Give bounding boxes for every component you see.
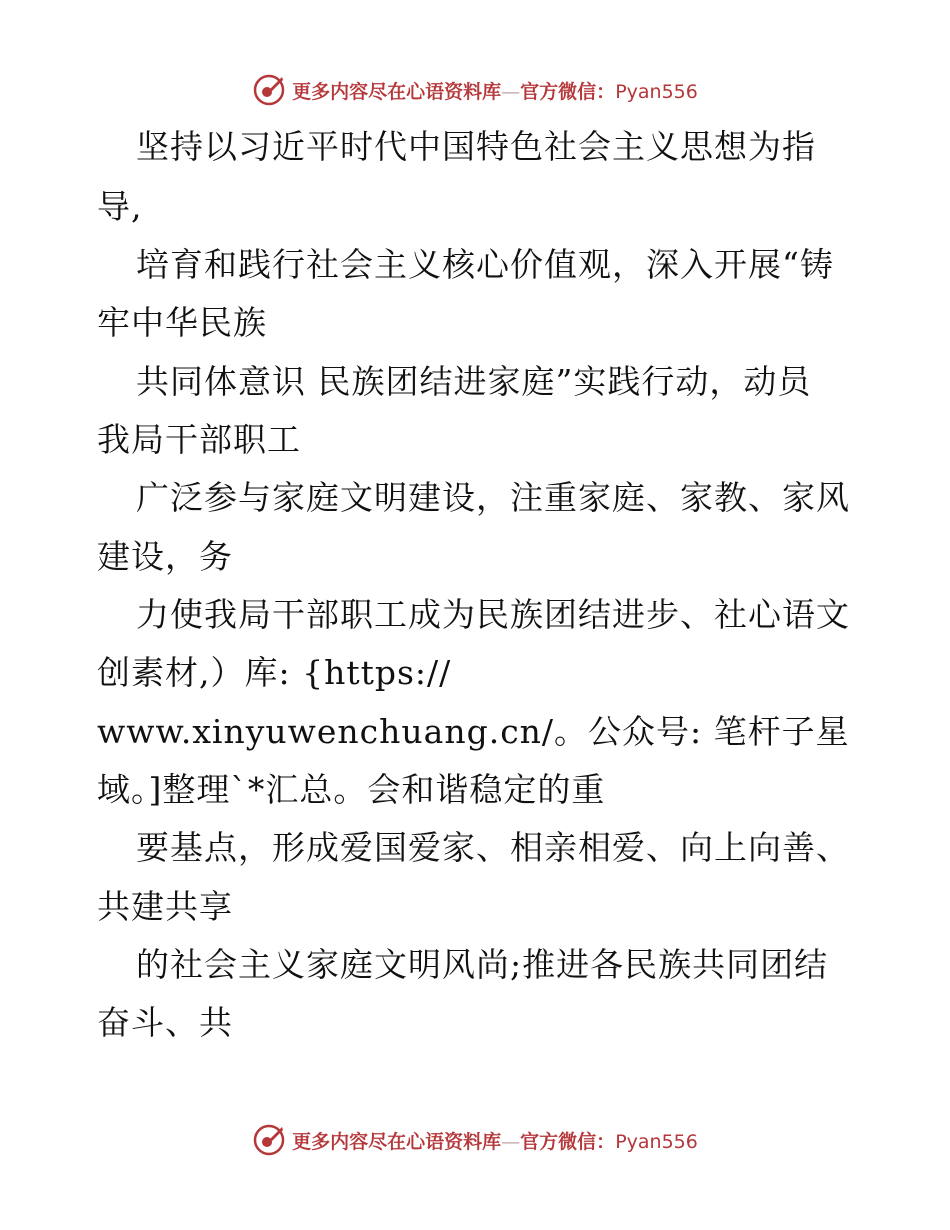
paragraph-line: 的社会主义家庭文明风尚;推进各民族共同团结	[136, 945, 829, 984]
footer-banner-title: 更多内容尽在心语资料库	[292, 1130, 502, 1153]
paragraph-line: 广泛参与家庭文明建设，注重家庭、家教、家风	[136, 478, 850, 517]
paragraph-line: 导,	[97, 187, 143, 226]
footer-banner	[0, 1120, 950, 1160]
paragraph-line: 力使我局干部职工成为民族团结进步、社心语文	[136, 595, 850, 634]
paragraph-line: 坚持以习近平时代中国特色社会主义思想为指	[136, 127, 816, 166]
footer-banner-text	[292, 1127, 698, 1154]
paragraph-line: 牢中华民族	[97, 303, 267, 342]
header-banner-dash: —	[501, 80, 521, 103]
paragraph-line: 要基点，形成爱国爱家、相亲相爱、向上向善、	[136, 828, 850, 867]
header-banner-text	[292, 77, 698, 104]
pen-logo-icon	[252, 73, 286, 107]
footer-banner-wechat-label: 官方微信：	[520, 1130, 616, 1153]
header-banner-wechat-label: 官方微信：	[520, 80, 616, 103]
paragraph-line: 共建共享	[97, 887, 233, 926]
footer-banner-wechat-id: Pyan556	[615, 1130, 698, 1153]
header-banner-wechat-id: Pyan556	[615, 80, 698, 103]
paragraph-line: 我局干部职工	[97, 420, 301, 459]
paragraph-line: 共同体意识 民族团结进家庭”实践行动，动员	[136, 362, 812, 401]
header-banner	[0, 70, 950, 110]
pen-logo-icon	[252, 1123, 286, 1157]
header-banner-title: 更多内容尽在心语资料库	[292, 80, 502, 103]
footer-banner-dash: —	[501, 1130, 521, 1153]
paragraph-line: www.xinyuwenchuang.cn/。公众号: 笔杆子星	[97, 712, 850, 751]
paragraph-line: 域。]整理`*汇总。会和谐稳定的重	[97, 770, 606, 809]
paragraph-line: 培育和践行社会主义核心价值观，深入开展“铸	[136, 245, 834, 284]
paragraph-line: 创素材,）库: {https://	[97, 653, 452, 692]
paragraph-line: 建设，务	[97, 537, 233, 576]
paragraph-line: 奋斗、共	[97, 1003, 233, 1042]
